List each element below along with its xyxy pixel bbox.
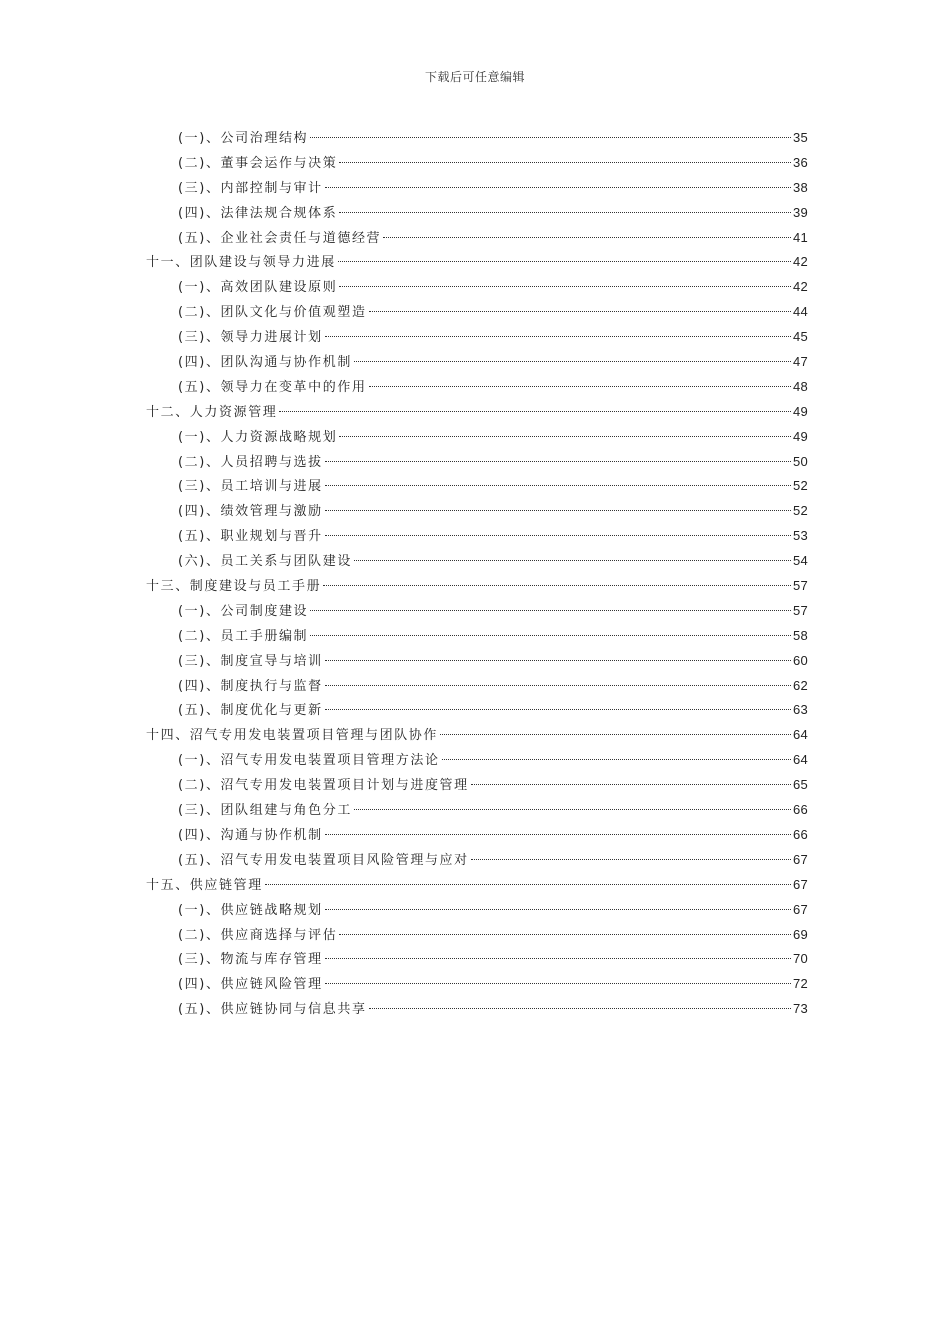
toc-dot-leader — [354, 809, 791, 810]
toc-dot-leader — [339, 286, 791, 287]
toc-entry-title: (四)、沟通与协作机制 — [178, 827, 323, 843]
toc-dot-leader — [325, 336, 791, 337]
toc-entry-title: (一)、公司制度建设 — [178, 603, 309, 619]
toc-section-entry[interactable] — [146, 375, 808, 400]
toc-chapter-entry[interactable] — [146, 574, 808, 599]
toc-dot-leader — [354, 361, 791, 362]
toc-page-number: 35 — [792, 130, 808, 145]
toc-chapter-entry[interactable] — [146, 400, 808, 425]
toc-page-number: 73 — [792, 1001, 808, 1017]
toc-entry-title: (四)、制度执行与监督 — [178, 678, 323, 694]
toc-section-entry[interactable] — [146, 450, 808, 475]
toc-section-entry[interactable] — [146, 848, 808, 873]
toc-dot-leader — [325, 461, 791, 462]
toc-entry-title: (二)、团队文化与价值观塑造 — [178, 305, 367, 321]
toc-dot-leader — [325, 485, 791, 486]
toc-dot-leader — [339, 212, 791, 213]
toc-entry-title: (四)、绩效管理与激励 — [178, 504, 323, 520]
toc-page-number: 48 — [792, 378, 808, 394]
toc-entry-title: (四)、团队沟通与协作机制 — [178, 355, 352, 371]
toc-section-entry[interactable] — [146, 499, 808, 524]
toc-dot-leader — [310, 635, 791, 636]
toc-entry-title: (五)、企业社会责任与道德经营 — [178, 230, 382, 246]
toc-section-entry[interactable] — [146, 997, 808, 1022]
toc-entry-title: (三)、制度宣导与培训 — [178, 653, 323, 669]
toc-page-number: 72 — [792, 976, 808, 992]
toc-section-entry[interactable] — [146, 524, 808, 549]
toc-section-entry[interactable] — [146, 176, 808, 201]
toc-page-number: 66 — [792, 802, 808, 818]
toc-entry-title: (五)、领导力在变革中的作用 — [178, 379, 367, 395]
toc-page-number: 49 — [792, 428, 808, 444]
toc-section-entry[interactable] — [146, 275, 808, 300]
toc-chapter-entry[interactable] — [146, 723, 808, 748]
toc-entry-title: (四)、供应链风险管理 — [178, 977, 323, 993]
toc-dot-leader — [339, 162, 791, 163]
toc-page-number: 36 — [792, 154, 808, 170]
toc-chapter-entry[interactable] — [146, 250, 808, 275]
toc-dot-leader — [383, 237, 791, 238]
toc-entry-title: (二)、供应商选择与评估 — [178, 927, 338, 943]
toc-page-number: 52 — [792, 478, 808, 494]
toc-dot-leader — [354, 560, 791, 561]
toc-page-number: 64 — [792, 727, 808, 743]
toc-dot-leader — [369, 1008, 791, 1009]
toc-entry-title: 十三、制度建设与员工手册 — [146, 579, 322, 595]
toc-dot-leader — [325, 983, 791, 984]
toc-page-number: 65 — [792, 777, 808, 793]
toc-chapter-entry[interactable] — [146, 873, 808, 898]
toc-section-entry[interactable] — [146, 549, 808, 574]
toc-dot-leader — [442, 759, 791, 760]
toc-dot-leader — [339, 934, 791, 935]
toc-section-entry[interactable] — [146, 201, 808, 226]
toc-entry-title: (三)、领导力进展计划 — [178, 330, 323, 346]
toc-entry-title: (一)、供应链战略规划 — [178, 902, 323, 918]
toc-dot-leader — [369, 311, 791, 312]
toc-section-entry[interactable] — [146, 300, 808, 325]
toc-dot-leader — [339, 436, 791, 437]
toc-page-number: 58 — [792, 627, 808, 643]
toc-dot-leader — [325, 187, 791, 188]
toc-dot-leader — [323, 585, 791, 586]
toc-page-number: 66 — [792, 826, 808, 842]
toc-page-number: 50 — [792, 453, 808, 469]
toc-entry-title: (一)、沼气专用发电装置项目管理方法论 — [178, 753, 440, 769]
toc-section-entry[interactable] — [146, 947, 808, 972]
toc-entry-title: (三)、团队组建与角色分工 — [178, 803, 352, 819]
toc-page-number: 53 — [792, 528, 808, 544]
toc-dot-leader — [265, 884, 791, 885]
toc-entry-title: (一)、人力资源战略规划 — [178, 429, 338, 445]
toc-page-number: 39 — [792, 204, 808, 220]
toc-dot-leader — [471, 784, 791, 785]
toc-page-number: 44 — [792, 304, 808, 320]
toc-section-entry[interactable] — [146, 798, 808, 823]
toc-section-entry[interactable] — [146, 126, 808, 151]
toc-entry-title: 十四、沼气专用发电装置项目管理与团队协作 — [146, 728, 439, 744]
toc-section-entry[interactable] — [146, 972, 808, 997]
toc-dot-leader — [440, 734, 791, 735]
table-of-contents — [146, 126, 808, 1022]
toc-entry-title: (二)、员工手册编制 — [178, 628, 309, 644]
toc-section-entry[interactable] — [146, 823, 808, 848]
toc-page-number: 52 — [792, 503, 808, 519]
toc-page-number: 69 — [792, 926, 808, 942]
toc-page-number: 67 — [792, 876, 808, 892]
toc-dot-leader — [325, 958, 791, 959]
toc-entry-title: (三)、内部控制与审计 — [178, 180, 323, 196]
toc-page-number: 67 — [792, 901, 808, 917]
toc-section-entry[interactable] — [146, 649, 808, 674]
toc-page-number: 64 — [792, 752, 808, 768]
toc-section-entry[interactable] — [146, 674, 808, 699]
toc-section-entry[interactable] — [146, 599, 808, 624]
toc-page-number: 41 — [792, 229, 808, 245]
toc-page-number: 47 — [792, 354, 808, 370]
toc-page-number: 60 — [792, 652, 808, 668]
toc-page-number: 42 — [792, 254, 808, 270]
toc-entry-title: (四)、法律法规合规体系 — [178, 205, 338, 221]
toc-dot-leader — [310, 137, 791, 138]
toc-entry-title: (三)、员工培训与进展 — [178, 479, 323, 495]
toc-page-number: 49 — [792, 403, 808, 419]
toc-section-entry[interactable] — [146, 226, 808, 251]
toc-section-entry[interactable] — [146, 350, 808, 375]
toc-section-entry[interactable] — [146, 151, 808, 176]
toc-dot-leader — [325, 660, 791, 661]
toc-dot-leader — [369, 386, 791, 387]
toc-dot-leader — [325, 709, 791, 710]
toc-section-entry[interactable] — [146, 923, 808, 948]
toc-entry-title: 十五、供应链管理 — [146, 877, 263, 893]
toc-entry-title: (五)、职业规划与晋升 — [178, 529, 323, 545]
toc-dot-leader — [325, 510, 791, 511]
toc-page-number: 42 — [792, 279, 808, 295]
toc-page-number: 38 — [792, 179, 808, 195]
toc-section-entry[interactable] — [146, 624, 808, 649]
toc-page-number: 54 — [792, 553, 808, 569]
toc-section-entry[interactable] — [146, 325, 808, 350]
toc-page-number: 67 — [792, 851, 808, 867]
toc-entry-title: (二)、沼气专用发电装置项目计划与进度管理 — [178, 778, 469, 794]
toc-dot-leader — [325, 535, 791, 536]
toc-page-number: 57 — [792, 602, 808, 618]
toc-entry-title: 十二、人力资源管理 — [146, 404, 278, 420]
toc-entry-title: (六)、员工关系与团队建设 — [178, 554, 352, 570]
toc-entry-title: (二)、人员招聘与选拔 — [178, 454, 323, 470]
toc-dot-leader — [325, 909, 791, 910]
toc-entry-title: (一)、公司治理结构 — [178, 131, 309, 146]
toc-section-entry[interactable] — [146, 425, 808, 450]
toc-dot-leader — [325, 685, 791, 686]
toc-dot-leader — [279, 411, 791, 412]
toc-section-entry[interactable] — [146, 748, 808, 773]
toc-section-entry[interactable] — [146, 773, 808, 798]
toc-dot-leader — [310, 610, 791, 611]
toc-dot-leader — [471, 859, 791, 860]
toc-entry-title: (三)、物流与库存管理 — [178, 952, 323, 968]
toc-page-number: 70 — [792, 951, 808, 967]
toc-section-entry[interactable] — [146, 898, 808, 923]
toc-page-number: 63 — [792, 702, 808, 718]
toc-section-entry[interactable] — [146, 474, 808, 499]
toc-page-number: 62 — [792, 677, 808, 693]
toc-entry-title: (五)、供应链协同与信息共享 — [178, 1002, 367, 1018]
page-header: 下载后可任意编辑 — [424, 70, 525, 84]
toc-page-number: 57 — [792, 578, 808, 594]
toc-entry-title: (一)、高效团队建设原则 — [178, 280, 338, 296]
toc-entry-title: (五)、制度优化与更新 — [178, 703, 323, 719]
toc-entry-title: (五)、沼气专用发电装置项目风险管理与应对 — [178, 852, 469, 868]
toc-dot-leader — [325, 834, 791, 835]
toc-entry-title: (二)、董事会运作与决策 — [178, 155, 338, 171]
toc-section-entry[interactable] — [146, 698, 808, 723]
toc-page-number: 45 — [792, 329, 808, 345]
toc-entry-title: 十一、团队建设与领导力进展 — [146, 255, 336, 271]
toc-dot-leader — [338, 261, 791, 262]
